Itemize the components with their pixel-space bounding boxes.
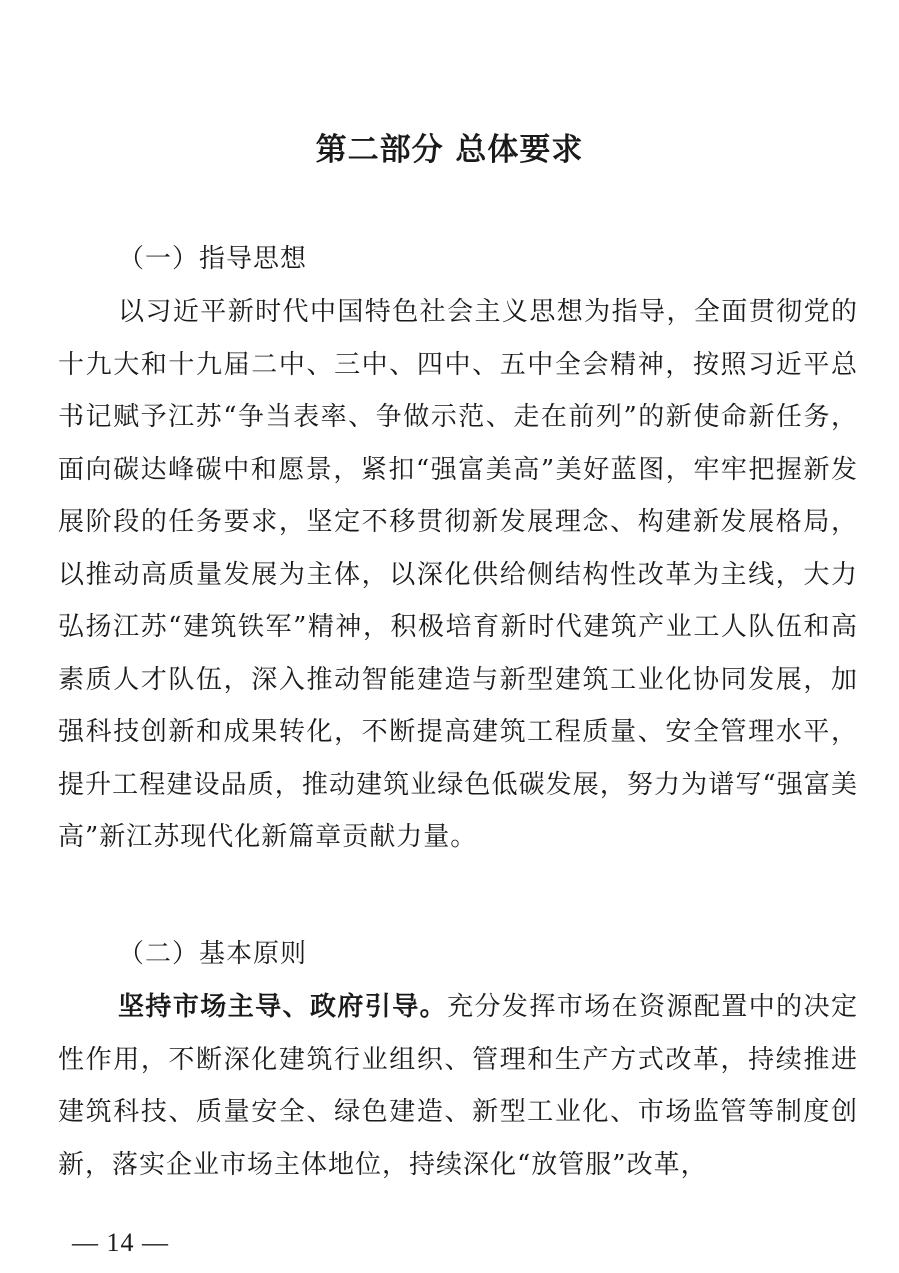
principle-text: 充分发挥市场在资源配置中的决定性作用，不断深化建筑行业组织、管理和生产方式改革，持续推进建筑科技、质量安全、绿色建造、新型工业化、市场监管等制度创新，落实企业市场主体地位，持续深化“放管服”改革， [58,992,858,1180]
section-heading-guiding-ideology: （一）指导思想 [118,244,308,274]
page-title: 第二部分 总体要求 [315,132,584,168]
paragraph-basic-principles [58,981,858,1191]
principle-lead-bold: 坚持市场主导、政府引导。 [118,992,448,1022]
page-number: — 14 — [72,1228,169,1257]
section-heading-basic-principles: （二）基本原则 [118,939,308,969]
paragraph-guiding-ideology: 以习近平新时代中国特色社会主义思想为指导，全面贯彻党的十九大和十九届二中、三中、四中、五中全会精神，按照习近平总书记赋予江苏“争当表率、争做示范、走在前列”的新使命新任务，面向碳达峰碳中和愿景，紧扣“强富美高”美好蓝图，牢牢把握新发展阶段的任务要求，坚定不移贯彻新发展理念、构建新发展格局，以推动高质量发展为主体，以深化供给侧结构性改革为主线，大力弘扬江苏“建筑铁军”精神，积极培育新时代建筑产业工人队伍和高素质人才队伍，深入推动智能建造与新型建筑工业化协同发展，加强科技创新和成果转化，不断提高建筑工程质量、安全管理水平，提升工程建设品质，推动建筑业绿色低碳发展，努力为谱写“强富美高”新江苏现代化新篇章贡献力量。 [58,297,858,852]
